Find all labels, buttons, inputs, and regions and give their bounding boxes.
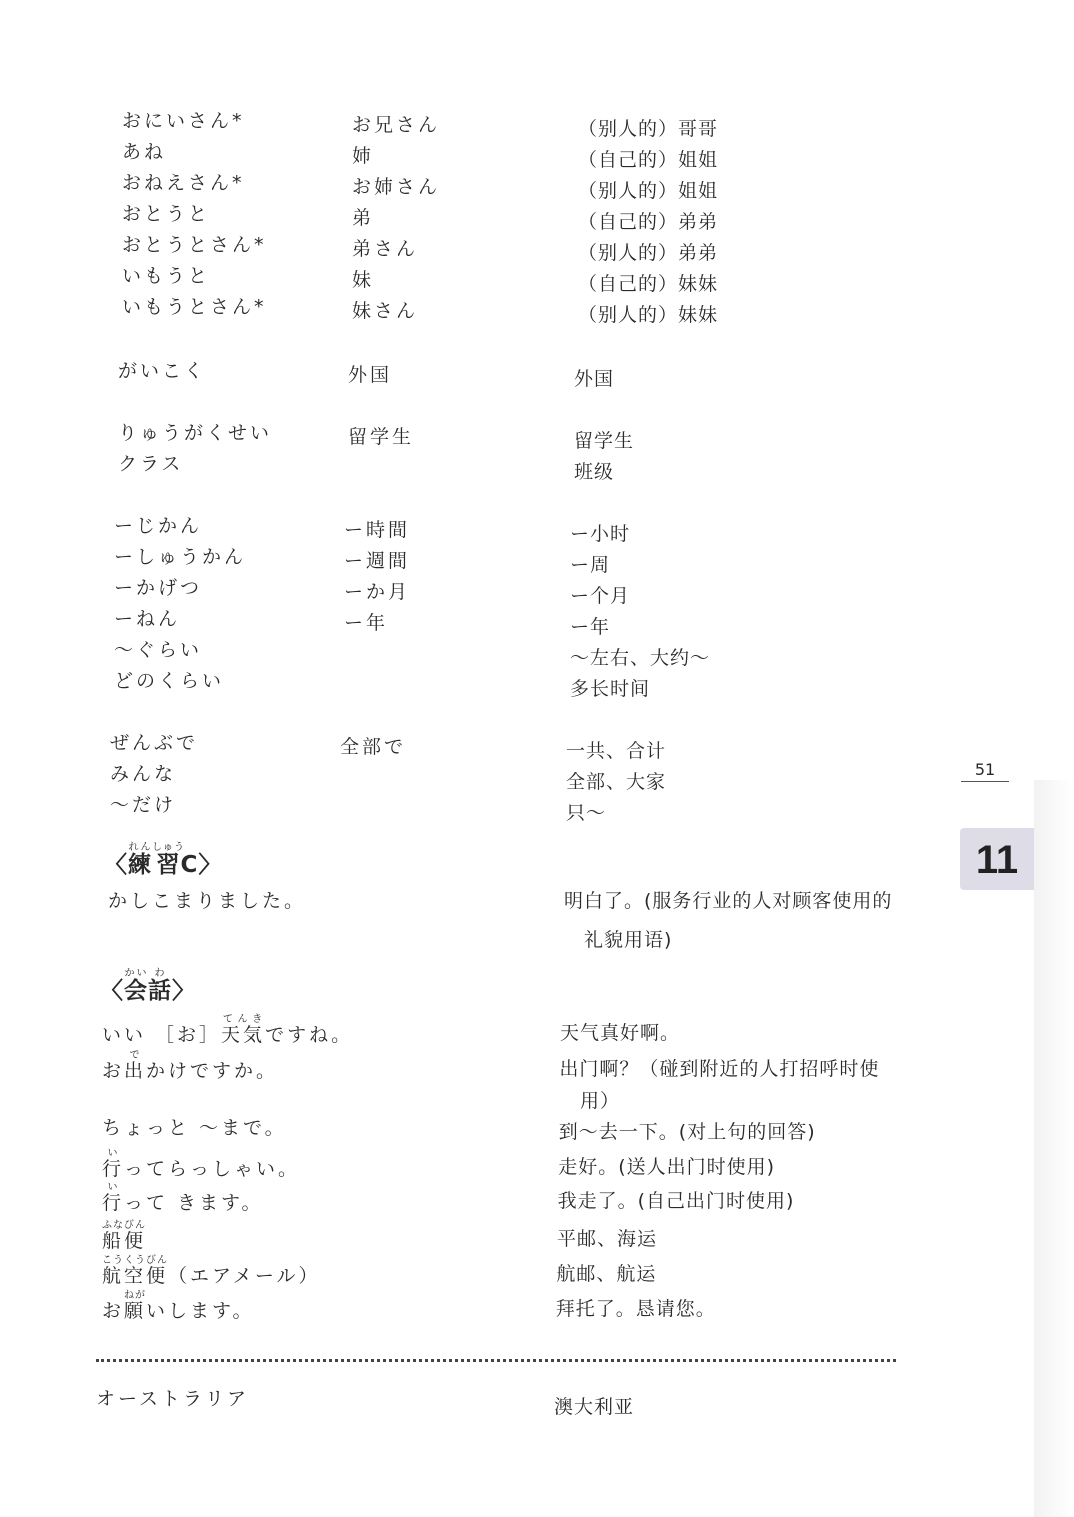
title-ruby: れん bbox=[128, 842, 152, 853]
vocab-reading: ーねん bbox=[114, 608, 181, 630]
kaiwa-phrase bbox=[102, 1255, 321, 1288]
vocab-reading: ～だけ bbox=[110, 794, 177, 816]
vocab-student-block bbox=[118, 418, 758, 483]
vocab-time-block bbox=[114, 511, 754, 700]
vocab-row bbox=[114, 635, 754, 669]
vocab-kanji: ー時間 bbox=[344, 519, 411, 541]
vocab-reading: ーかげつ bbox=[114, 577, 203, 599]
kaiwa-phrase bbox=[102, 1113, 287, 1140]
extra-jp: オーストラリア bbox=[96, 1388, 250, 1410]
vocab-row bbox=[122, 168, 762, 202]
vocab-family-block bbox=[122, 106, 762, 326]
vocab-row bbox=[110, 759, 750, 793]
vocab-kanji: お兄さん bbox=[352, 114, 441, 136]
renshu-c-meaning-2: 礼貌用语) bbox=[584, 929, 673, 951]
vocab-row bbox=[122, 230, 762, 264]
title-bracket-close: 〉 bbox=[172, 978, 196, 1004]
extra-vocab-row bbox=[96, 1384, 916, 1418]
vocab-reading: おにいさん* bbox=[122, 110, 245, 132]
kaiwa-pre: お bbox=[102, 1300, 125, 1322]
vocab-meaning: ー个月 bbox=[570, 585, 631, 607]
vocab-reading: ーじかん bbox=[114, 515, 203, 537]
vocab-meaning: ー小时 bbox=[570, 523, 631, 545]
vocab-kanji: 弟さん bbox=[352, 238, 419, 260]
vocab-row bbox=[122, 106, 762, 140]
vocab-row bbox=[110, 728, 750, 762]
kaiwa-meaning: 我走了。(自己出门时使用) bbox=[557, 1190, 795, 1212]
kaiwa-phrase bbox=[102, 1014, 353, 1047]
kaiwa-row bbox=[102, 1050, 922, 1112]
vocab-kanji: 妹さん bbox=[352, 300, 419, 322]
vocab-foreign-block bbox=[118, 356, 758, 390]
title-bracket-open: 〈 bbox=[100, 978, 124, 1004]
kaiwa-post: ってらっしゃい。 bbox=[124, 1158, 301, 1180]
vocab-row bbox=[114, 542, 754, 576]
kaiwa-kanji: 願 bbox=[124, 1300, 147, 1322]
title-kanji: 会 bbox=[124, 978, 148, 1004]
vocab-row bbox=[122, 137, 762, 171]
vocab-reading: ーしゅうかん bbox=[114, 546, 247, 568]
vocab-reading: りゅうがくせい bbox=[118, 422, 273, 444]
vocab-reading: ～ぐらい bbox=[114, 639, 203, 661]
renshu-c-phrase: かしこまりました。 bbox=[108, 890, 307, 912]
kaiwa-phrase bbox=[102, 1182, 264, 1215]
vocab-meaning: ー年 bbox=[570, 616, 611, 638]
kaiwa-meaning: 天气真好啊。 bbox=[560, 1022, 681, 1044]
vocab-meaning: （别人的）妹妹 bbox=[578, 304, 719, 326]
kaiwa-post: （エアメール） bbox=[168, 1265, 321, 1287]
vocab-meaning: 一共、合计 bbox=[566, 740, 667, 762]
vocab-reading: おとうとさん* bbox=[122, 234, 267, 256]
vocab-row bbox=[118, 356, 758, 390]
vocab-all-block bbox=[110, 728, 750, 824]
vocab-meaning: 班级 bbox=[574, 461, 615, 483]
kaiwa-row bbox=[102, 1255, 922, 1286]
vocab-row bbox=[118, 449, 758, 483]
kaiwa-meaning: 走好。(送人出门时使用) bbox=[558, 1156, 776, 1178]
vocab-meaning: ー周 bbox=[570, 554, 611, 576]
vocab-reading: いもうと bbox=[122, 265, 211, 287]
vocab-meaning: 留学生 bbox=[574, 430, 635, 452]
divider-dotted bbox=[96, 1359, 896, 1362]
title-ruby: わ bbox=[148, 968, 172, 979]
vocab-reading: どのくらい bbox=[114, 670, 225, 692]
vocab-kanji: 全部で bbox=[340, 736, 407, 758]
vocab-reading: クラス bbox=[118, 453, 184, 475]
kaiwa-furigana: い bbox=[102, 1182, 124, 1193]
vocab-kanji: 外国 bbox=[348, 364, 393, 386]
kaiwa-phrase bbox=[102, 1220, 146, 1253]
vocab-meaning: 多长时间 bbox=[570, 678, 651, 700]
chapter-tab: 11 bbox=[960, 828, 1034, 890]
title-ruby: かい bbox=[124, 968, 148, 979]
kaiwa-phrase bbox=[102, 1050, 278, 1083]
vocab-meaning: （自己的）姐姐 bbox=[578, 149, 719, 171]
vocab-row bbox=[110, 790, 750, 824]
vocab-meaning: （别人的）弟弟 bbox=[578, 242, 719, 264]
kaiwa-kanji: 天気 bbox=[221, 1024, 266, 1046]
kaiwa-meaning: 到～去一下。(对上句的回答) bbox=[558, 1121, 816, 1143]
vocab-row bbox=[118, 418, 758, 452]
vocab-meaning: （自己的）妹妹 bbox=[578, 273, 719, 295]
kaiwa-meaning: 出门啊？（碰到附近的人打招呼时使 bbox=[559, 1058, 880, 1080]
page-edge-shadow bbox=[1034, 780, 1074, 1517]
kaiwa-row bbox=[102, 1014, 922, 1045]
kaiwa-post: ですね。 bbox=[265, 1024, 354, 1046]
vocab-row bbox=[114, 511, 754, 545]
kaiwa-ruby bbox=[102, 1182, 125, 1214]
kaiwa-ruby bbox=[124, 1290, 147, 1322]
title-bracket-open: 〈 bbox=[104, 852, 128, 878]
renshu-c-phrase-row bbox=[108, 886, 928, 917]
kaiwa-post: いします。 bbox=[146, 1300, 255, 1322]
vocab-meaning: ～左右、大约～ bbox=[570, 647, 711, 669]
vocab-kanji: 留学生 bbox=[348, 426, 415, 448]
title-ruby: しゅう bbox=[152, 842, 185, 853]
kaiwa-row bbox=[102, 1220, 922, 1251]
vocab-kanji: ー週間 bbox=[344, 550, 411, 572]
vocab-row bbox=[114, 604, 754, 638]
kaiwa-post: かけですか。 bbox=[146, 1060, 279, 1082]
kaiwa-meaning-cont: 用） bbox=[580, 1090, 621, 1112]
kaiwa-meaning: 平邮、海运 bbox=[557, 1228, 658, 1250]
title-kanji: 練 bbox=[128, 852, 152, 878]
kaiwa-kanji: 航空便 bbox=[102, 1265, 169, 1287]
vocab-reading: みんな bbox=[110, 763, 177, 785]
kaiwa-kanji: 行 bbox=[102, 1192, 125, 1214]
vocab-reading: あね bbox=[122, 141, 167, 163]
kaiwa-pre: いい ［お］ bbox=[102, 1024, 222, 1046]
kaiwa-furigana: ふなびん bbox=[102, 1220, 147, 1231]
kaiwa-phrase bbox=[102, 1290, 255, 1323]
title-kanji: 話 bbox=[148, 978, 172, 1004]
kaiwa-ruby bbox=[102, 1255, 169, 1287]
title-rest: C〉 bbox=[180, 852, 223, 878]
vocab-reading: おねえさん* bbox=[122, 172, 245, 194]
kaiwa-kanji: 船便 bbox=[102, 1230, 147, 1252]
extra-zh: 澳大利亚 bbox=[554, 1396, 635, 1418]
renshu-c-title bbox=[104, 842, 222, 879]
kaiwa-ruby bbox=[102, 1148, 125, 1180]
vocab-row bbox=[122, 292, 762, 326]
kaiwa-title bbox=[100, 968, 196, 1005]
kaiwa-kanji: 行 bbox=[102, 1158, 125, 1180]
vocab-reading: がいこく bbox=[118, 360, 207, 382]
kaiwa-ruby bbox=[221, 1014, 266, 1046]
title-kanji: 習 bbox=[152, 852, 185, 878]
vocab-row bbox=[114, 666, 754, 700]
vocab-kanji: お姉さん bbox=[352, 176, 441, 198]
vocab-kanji: 妹 bbox=[352, 269, 375, 291]
kaiwa-ruby bbox=[124, 1050, 147, 1082]
renshu-c-meaning: 明白了。(服务行业的人对顾客使用的 bbox=[564, 890, 893, 912]
vocab-reading: ぜんぶで bbox=[110, 732, 199, 754]
vocab-meaning: （别人的）哥哥 bbox=[578, 118, 719, 140]
vocab-row bbox=[122, 199, 762, 233]
vocab-row bbox=[114, 573, 754, 607]
vocab-kanji: 姉 bbox=[352, 145, 375, 167]
vocab-meaning: 外国 bbox=[574, 368, 615, 390]
vocab-meaning: （自己的）弟弟 bbox=[578, 211, 719, 233]
vocab-kanji: ー年 bbox=[344, 612, 389, 634]
kaiwa-pre: ちょっと ～まで。 bbox=[102, 1117, 287, 1139]
vocab-kanji: 弟 bbox=[352, 207, 375, 229]
kaiwa-meaning: 拜托了。恳请您。 bbox=[555, 1298, 716, 1320]
kaiwa-furigana: ねが bbox=[124, 1290, 147, 1301]
kaiwa-meaning: 航邮、航运 bbox=[556, 1263, 657, 1285]
vocab-kanji: ーか月 bbox=[344, 581, 411, 603]
kaiwa-furigana: てんき bbox=[221, 1014, 266, 1025]
kaiwa-pre: お bbox=[102, 1060, 125, 1082]
kaiwa-furigana: い bbox=[102, 1148, 124, 1159]
kaiwa-row bbox=[102, 1290, 922, 1321]
kaiwa-post: って きます。 bbox=[124, 1192, 264, 1214]
vocab-meaning: 只～ bbox=[566, 802, 607, 824]
vocab-meaning: 全部、大家 bbox=[566, 771, 667, 793]
vocab-reading: いもうとさん* bbox=[122, 296, 267, 318]
kaiwa-furigana: で bbox=[124, 1050, 147, 1061]
kaiwa-ruby bbox=[102, 1220, 147, 1252]
vocab-row bbox=[122, 261, 762, 295]
kaiwa-furigana: こうくうびん bbox=[102, 1255, 169, 1266]
vocab-meaning: （别人的）姐姐 bbox=[578, 180, 719, 202]
kaiwa-kanji: 出 bbox=[124, 1060, 147, 1082]
kaiwa-row bbox=[102, 1148, 922, 1179]
kaiwa-row bbox=[102, 1113, 922, 1144]
kaiwa-phrase bbox=[102, 1148, 300, 1181]
kaiwa-row bbox=[102, 1182, 922, 1213]
page-number: 51 bbox=[961, 760, 1009, 782]
vocab-reading: おとうと bbox=[122, 203, 211, 225]
